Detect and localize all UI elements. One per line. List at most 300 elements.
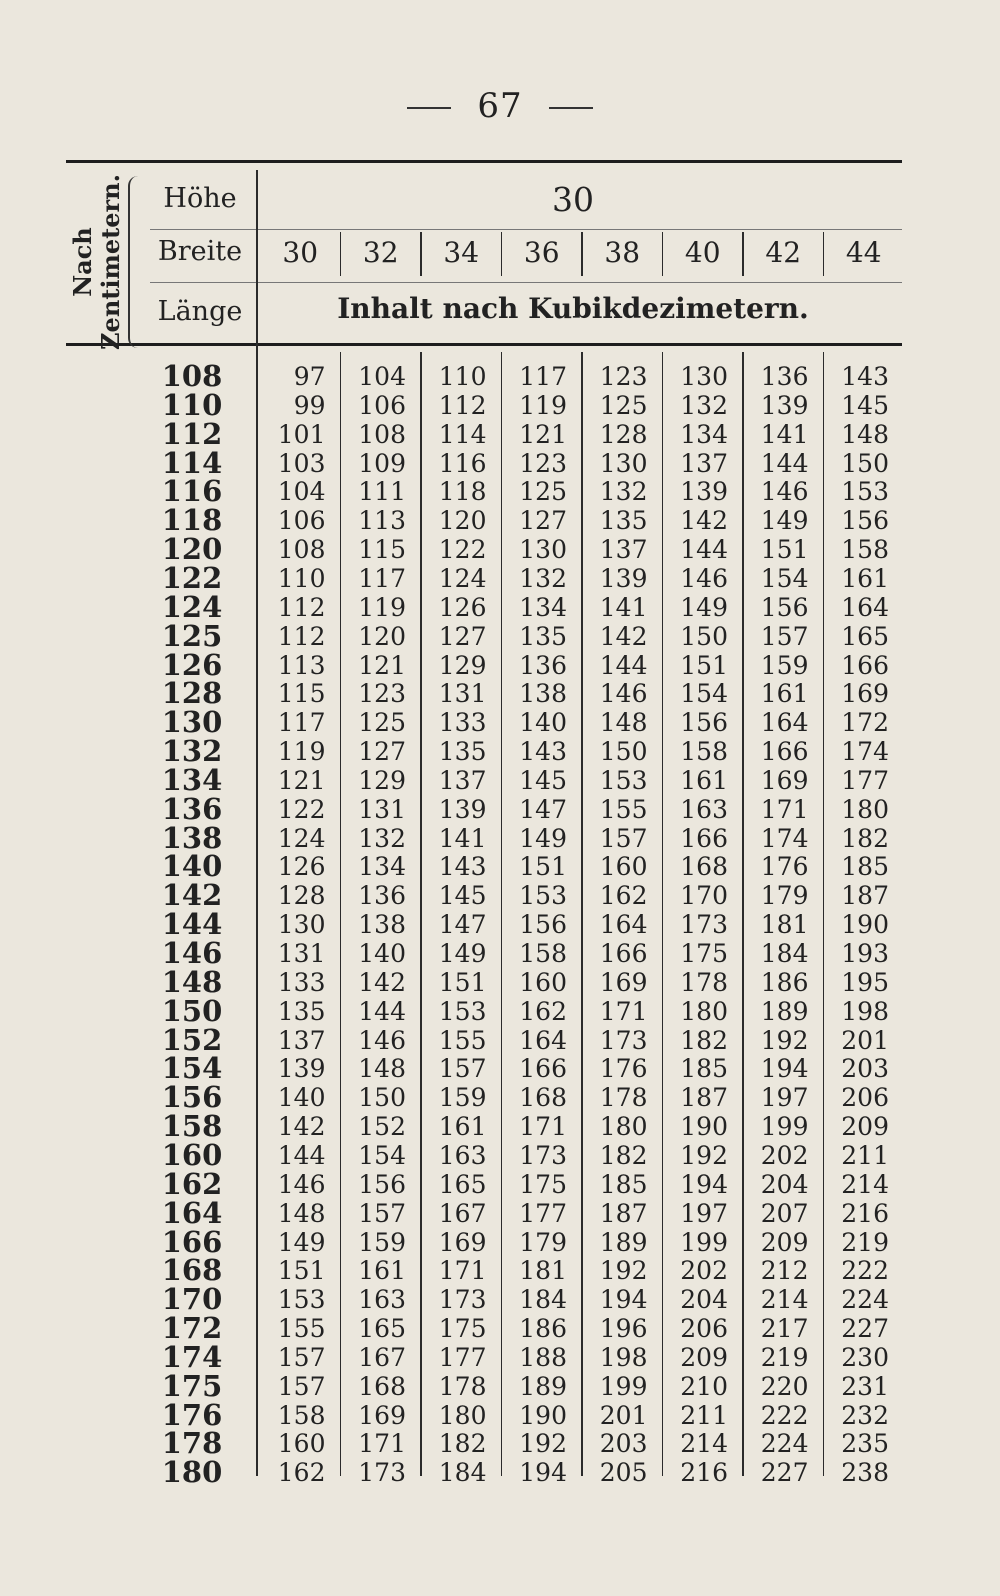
table-cell: 198 bbox=[841, 996, 889, 1026]
table-cell: 170 bbox=[680, 881, 728, 911]
table-cell: 144 bbox=[358, 996, 406, 1026]
table-cell: 143 bbox=[519, 737, 567, 767]
laenge-value: 120 bbox=[161, 532, 223, 567]
laenge-value: 122 bbox=[161, 560, 223, 595]
table-cell: 130 bbox=[680, 362, 728, 391]
table-cell: 166 bbox=[680, 823, 728, 853]
table-cell: 216 bbox=[841, 1198, 889, 1228]
table-cell: 126 bbox=[438, 592, 487, 622]
table-cell: 169 bbox=[438, 1227, 487, 1257]
table-cell: 197 bbox=[680, 1198, 728, 1228]
table-cell: 206 bbox=[841, 1083, 889, 1113]
table-cell: 168 bbox=[519, 1083, 567, 1113]
table-cell: 112 bbox=[277, 621, 326, 651]
table-cell: 162 bbox=[599, 881, 648, 911]
table-cell: 204 bbox=[760, 1169, 809, 1199]
table-cell: 187 bbox=[599, 1198, 648, 1228]
laenge-value: 154 bbox=[161, 1051, 223, 1086]
laenge-value: 175 bbox=[161, 1368, 223, 1403]
laenge-value: 162 bbox=[161, 1166, 223, 1201]
table-cell: 182 bbox=[680, 1025, 728, 1055]
table-cell: 192 bbox=[599, 1256, 648, 1286]
table-cell: 140 bbox=[277, 1083, 326, 1113]
table-cell: 117 bbox=[358, 563, 406, 593]
table-cell: 175 bbox=[519, 1169, 567, 1199]
table-cell: 155 bbox=[599, 794, 648, 824]
table-cell: 151 bbox=[277, 1256, 326, 1286]
table-cell: 153 bbox=[519, 881, 567, 911]
table-cell: 199 bbox=[760, 1112, 809, 1142]
table-cell: 210 bbox=[680, 1371, 728, 1401]
table-cell: 165 bbox=[438, 1169, 487, 1199]
table-cell: 169 bbox=[358, 1400, 406, 1430]
table-cell: 140 bbox=[358, 939, 406, 968]
table-cell: 106 bbox=[277, 506, 326, 536]
table-cell: 142 bbox=[680, 506, 728, 536]
column-divider bbox=[823, 232, 825, 276]
table-cell: 125 bbox=[519, 477, 567, 507]
table-cell: 180 bbox=[599, 1112, 648, 1142]
table-cell: 148 bbox=[599, 708, 648, 738]
table-cell: 160 bbox=[519, 967, 567, 997]
table-cell: 158 bbox=[277, 1400, 326, 1430]
table-cell: 178 bbox=[599, 1083, 648, 1113]
table-cell: 135 bbox=[599, 506, 648, 536]
table-cell: 134 bbox=[680, 419, 728, 449]
table-cell: 123 bbox=[519, 448, 567, 478]
table-cell: 204 bbox=[680, 1285, 728, 1315]
table-cell: 190 bbox=[519, 1400, 567, 1430]
breite-value: 42 bbox=[765, 236, 802, 269]
table-cell: 150 bbox=[599, 737, 648, 767]
table-cell: 179 bbox=[760, 881, 809, 911]
table-cell: 172 bbox=[841, 708, 889, 738]
table-cell: 187 bbox=[841, 881, 889, 911]
table-cell: 168 bbox=[680, 852, 728, 882]
table-cell: 142 bbox=[599, 621, 648, 651]
laenge-value: 118 bbox=[161, 503, 223, 538]
table-cell: 169 bbox=[599, 967, 648, 997]
table-cell: 132 bbox=[599, 477, 648, 507]
table-cell: 135 bbox=[277, 996, 326, 1026]
laenge-value: 174 bbox=[161, 1339, 223, 1374]
table-cell: 139 bbox=[277, 1054, 326, 1084]
table-cell: 156 bbox=[680, 708, 728, 738]
table-cell: 154 bbox=[760, 563, 809, 593]
table-cell: 156 bbox=[760, 592, 809, 622]
table-cell: 173 bbox=[438, 1285, 487, 1315]
table-cell: 129 bbox=[438, 650, 487, 680]
table-cell: 157 bbox=[438, 1054, 487, 1084]
table-cell: 150 bbox=[841, 448, 889, 478]
table-cell: 194 bbox=[760, 1054, 809, 1084]
table-cell: 149 bbox=[680, 592, 728, 622]
table-cell: 141 bbox=[438, 823, 487, 853]
table-cell: 147 bbox=[438, 910, 487, 940]
column-divider bbox=[581, 232, 583, 276]
table-cell: 216 bbox=[680, 1458, 728, 1488]
table-cell: 199 bbox=[680, 1227, 728, 1257]
table-cell: 122 bbox=[277, 794, 326, 824]
table-cell: 103 bbox=[277, 448, 326, 478]
table-cell: 132 bbox=[358, 823, 406, 853]
laenge-value: 176 bbox=[161, 1397, 223, 1432]
table-cell: 205 bbox=[599, 1458, 648, 1488]
table-cell: 147 bbox=[519, 794, 567, 824]
table-cell: 119 bbox=[277, 737, 326, 767]
table-cell: 206 bbox=[680, 1314, 728, 1344]
table-cell: 129 bbox=[358, 765, 406, 795]
table-cell: 178 bbox=[680, 967, 728, 997]
table-cell: 184 bbox=[760, 939, 809, 968]
table-cell: 157 bbox=[358, 1198, 406, 1228]
table-cell: 121 bbox=[519, 419, 567, 449]
table-cell: 125 bbox=[599, 390, 648, 420]
column-divider bbox=[742, 232, 744, 276]
table-cell: 164 bbox=[599, 910, 648, 940]
laenge-value: 124 bbox=[161, 589, 223, 624]
laenge-value: 114 bbox=[161, 445, 223, 480]
table-cell: 161 bbox=[680, 765, 728, 795]
table-cell: 220 bbox=[760, 1371, 809, 1401]
table-cell: 207 bbox=[760, 1198, 809, 1228]
table-cell: 162 bbox=[277, 1458, 326, 1488]
breite-value: 40 bbox=[684, 236, 721, 269]
table-cell: 151 bbox=[680, 650, 728, 680]
table-cell: 130 bbox=[277, 910, 326, 940]
table-cell: 211 bbox=[680, 1400, 728, 1430]
table-cell: 167 bbox=[438, 1198, 487, 1228]
table-cell: 131 bbox=[277, 939, 326, 968]
header-label-divider bbox=[256, 170, 258, 1476]
table-cell: 151 bbox=[438, 967, 487, 997]
table-cell: 227 bbox=[760, 1458, 809, 1488]
table-cell: 189 bbox=[599, 1227, 648, 1257]
breite-value: 32 bbox=[362, 236, 399, 269]
table-cell: 146 bbox=[760, 477, 809, 507]
table-cell: 185 bbox=[841, 852, 889, 882]
table-cell: 130 bbox=[519, 535, 567, 565]
table-cell: 138 bbox=[358, 910, 406, 940]
table-cell: 117 bbox=[277, 708, 326, 738]
table-cell: 171 bbox=[519, 1112, 567, 1142]
table-cell: 180 bbox=[680, 996, 728, 1026]
table-cell: 199 bbox=[599, 1371, 648, 1401]
table-cell: 222 bbox=[841, 1256, 889, 1286]
table-cell: 133 bbox=[438, 708, 487, 738]
side-label-line2: Zentimetern. bbox=[96, 174, 125, 350]
table-cell: 157 bbox=[277, 1371, 326, 1401]
table-cell: 146 bbox=[680, 563, 728, 593]
table-cell: 181 bbox=[760, 910, 809, 940]
table-cell: 154 bbox=[358, 1140, 406, 1170]
laenge-value: 132 bbox=[161, 734, 223, 769]
laenge-value: 152 bbox=[161, 1022, 223, 1057]
table-cell: 154 bbox=[680, 679, 728, 709]
table-cell: 137 bbox=[599, 535, 648, 565]
column-divider bbox=[420, 232, 422, 276]
table-cell: 135 bbox=[519, 621, 567, 651]
table-cell: 161 bbox=[760, 679, 809, 709]
header-row-divider-2 bbox=[150, 282, 902, 283]
table-cell: 203 bbox=[841, 1054, 889, 1084]
table-cell: 164 bbox=[841, 592, 889, 622]
laenge-value: 110 bbox=[161, 387, 223, 422]
table-cell: 158 bbox=[519, 939, 567, 968]
hoehe-value: 30 bbox=[552, 180, 594, 219]
table-cell: 195 bbox=[841, 967, 889, 997]
table-cell: 160 bbox=[277, 1429, 326, 1459]
table-cell: 141 bbox=[599, 592, 648, 622]
table-cell: 108 bbox=[358, 419, 406, 449]
table-cell: 136 bbox=[519, 650, 567, 680]
table-cell: 186 bbox=[519, 1314, 567, 1344]
table-cell: 139 bbox=[599, 563, 648, 593]
table-cell: 148 bbox=[277, 1198, 326, 1228]
table-cell: 104 bbox=[277, 477, 326, 507]
table-cell: 162 bbox=[519, 996, 567, 1026]
breite-value: 36 bbox=[523, 236, 560, 269]
table-cell: 153 bbox=[438, 996, 487, 1026]
table-cell: 119 bbox=[519, 390, 567, 420]
laenge-value: 148 bbox=[161, 964, 223, 999]
table-cell: 166 bbox=[760, 737, 809, 767]
header-bottom-rule bbox=[66, 343, 902, 346]
table-cell: 179 bbox=[519, 1227, 567, 1257]
table-cell: 155 bbox=[277, 1314, 326, 1344]
page-number-dash-left bbox=[407, 107, 451, 109]
column-divider bbox=[662, 232, 664, 276]
laenge-value: 116 bbox=[161, 474, 223, 509]
table-cell: 149 bbox=[519, 823, 567, 853]
table-cell: 177 bbox=[519, 1198, 567, 1228]
table-cell: 157 bbox=[599, 823, 648, 853]
table-cell: 148 bbox=[358, 1054, 406, 1084]
table-cell: 156 bbox=[358, 1169, 406, 1199]
table-cell: 222 bbox=[760, 1400, 809, 1430]
table-cell: 149 bbox=[760, 506, 809, 536]
table-cell: 127 bbox=[438, 621, 487, 651]
table-cell: 173 bbox=[680, 910, 728, 940]
table-cell: 137 bbox=[438, 765, 487, 795]
table-cell: 127 bbox=[519, 506, 567, 536]
table-cell: 161 bbox=[438, 1112, 487, 1142]
table-cell: 145 bbox=[519, 765, 567, 795]
table-cell: 163 bbox=[680, 794, 728, 824]
table-cell: 138 bbox=[519, 679, 567, 709]
breite-value: 30 bbox=[282, 236, 319, 269]
table-cell: 185 bbox=[680, 1054, 728, 1084]
table-cell: 113 bbox=[358, 506, 406, 536]
table-cell: 110 bbox=[277, 563, 326, 593]
table-cell: 122 bbox=[438, 535, 487, 565]
table-cell: 166 bbox=[599, 939, 648, 968]
table-cell: 137 bbox=[277, 1025, 326, 1055]
table-cell: 153 bbox=[277, 1285, 326, 1315]
table-cell: 185 bbox=[599, 1169, 648, 1199]
table-cell: 124 bbox=[438, 563, 487, 593]
table-cell: 144 bbox=[680, 535, 728, 565]
table-cell: 111 bbox=[358, 477, 406, 507]
table-cell: 169 bbox=[760, 765, 809, 795]
table-cell: 192 bbox=[680, 1140, 728, 1170]
breite-value: 38 bbox=[604, 236, 641, 269]
table-cell: 238 bbox=[841, 1458, 889, 1488]
table-cell: 141 bbox=[760, 419, 809, 449]
table-cell: 114 bbox=[438, 419, 487, 449]
table-cell: 165 bbox=[358, 1314, 406, 1344]
table-cell: 121 bbox=[358, 650, 406, 680]
table-cell: 130 bbox=[599, 448, 648, 478]
table-cell: 227 bbox=[841, 1314, 889, 1344]
table-cell: 128 bbox=[599, 419, 648, 449]
inhalt-label: Inhalt nach Kubikdezimetern. bbox=[337, 292, 809, 325]
table-cell: 139 bbox=[760, 390, 809, 420]
table-cell: 151 bbox=[519, 852, 567, 882]
table-cell: 209 bbox=[841, 1112, 889, 1142]
table-cell: 169 bbox=[841, 679, 889, 709]
table-cell: 121 bbox=[277, 765, 326, 795]
table-cell: 190 bbox=[841, 910, 889, 940]
table-cell: 171 bbox=[599, 996, 648, 1026]
table-cell: 158 bbox=[680, 737, 728, 767]
table-cell: 235 bbox=[841, 1429, 889, 1459]
table-cell: 120 bbox=[358, 621, 406, 651]
table-cell: 116 bbox=[438, 448, 487, 478]
table-cell: 173 bbox=[358, 1458, 406, 1488]
table-cell: 144 bbox=[760, 448, 809, 478]
table-cell: 180 bbox=[438, 1400, 487, 1430]
laenge-value: 140 bbox=[161, 849, 223, 884]
table-cell: 167 bbox=[358, 1342, 406, 1372]
table-cell: 160 bbox=[599, 852, 648, 882]
table-cell: 188 bbox=[519, 1342, 567, 1372]
table-cell: 133 bbox=[277, 967, 326, 997]
laenge-value: 134 bbox=[161, 762, 223, 797]
table-cell: 142 bbox=[358, 967, 406, 997]
table-cell: 131 bbox=[358, 794, 406, 824]
laenge-value: 156 bbox=[161, 1080, 223, 1115]
table-cell: 119 bbox=[358, 592, 406, 622]
table-cell: 178 bbox=[438, 1371, 487, 1401]
table-cell: 182 bbox=[438, 1429, 487, 1459]
table-cell: 196 bbox=[599, 1314, 648, 1344]
table-cell: 143 bbox=[438, 852, 487, 882]
table-cell: 182 bbox=[841, 823, 889, 853]
table-cell: 145 bbox=[841, 390, 889, 420]
table-cell: 104 bbox=[358, 362, 406, 391]
laenge-value: 136 bbox=[161, 791, 223, 826]
breite-value: 34 bbox=[443, 236, 480, 269]
table-cell: 212 bbox=[760, 1256, 809, 1286]
table-cell: 187 bbox=[680, 1083, 728, 1113]
table-cell: 166 bbox=[841, 650, 889, 680]
table-cell: 159 bbox=[358, 1227, 406, 1257]
table-cell: 193 bbox=[841, 939, 889, 968]
table-cell: 106 bbox=[358, 390, 406, 420]
table-cell: 194 bbox=[680, 1169, 728, 1199]
table-cell: 137 bbox=[680, 448, 728, 478]
table-cell: 158 bbox=[841, 535, 889, 565]
laenge-value: 170 bbox=[161, 1282, 223, 1317]
table-cell: 173 bbox=[599, 1025, 648, 1055]
table-cell: 110 bbox=[438, 362, 487, 391]
table-cell: 214 bbox=[680, 1429, 728, 1459]
table-cell: 232 bbox=[841, 1400, 889, 1430]
table-cell: 156 bbox=[519, 910, 567, 940]
table-cell: 150 bbox=[358, 1083, 406, 1113]
table-cell: 214 bbox=[760, 1285, 809, 1315]
table-cell: 153 bbox=[599, 765, 648, 795]
table-cell: 108 bbox=[277, 535, 326, 565]
table-cell: 132 bbox=[519, 563, 567, 593]
table-cell: 132 bbox=[680, 390, 728, 420]
table-cell: 139 bbox=[680, 477, 728, 507]
table-cell: 163 bbox=[438, 1140, 487, 1170]
laenge-value: 166 bbox=[161, 1224, 223, 1259]
table-cell: 181 bbox=[519, 1256, 567, 1286]
laenge-value: 128 bbox=[161, 676, 223, 711]
table-cell: 165 bbox=[841, 621, 889, 651]
laenge-value: 125 bbox=[161, 618, 223, 653]
table-cell: 198 bbox=[599, 1342, 648, 1372]
table-cell: 159 bbox=[760, 650, 809, 680]
table-cell: 171 bbox=[358, 1429, 406, 1459]
laenge-value: 150 bbox=[161, 993, 223, 1028]
table-cell: 194 bbox=[599, 1285, 648, 1315]
table-cell: 123 bbox=[599, 362, 648, 391]
laenge-value: 180 bbox=[161, 1455, 223, 1490]
table-cell: 209 bbox=[760, 1227, 809, 1257]
breite-value: 44 bbox=[845, 236, 882, 269]
table-cell: 139 bbox=[438, 794, 487, 824]
table-cell: 202 bbox=[680, 1256, 728, 1286]
table-cell: 143 bbox=[841, 362, 889, 391]
table-cell: 161 bbox=[841, 563, 889, 593]
table-cell: 117 bbox=[519, 362, 567, 391]
table-cell: 99 bbox=[293, 390, 326, 420]
laenge-value: 146 bbox=[161, 936, 223, 970]
table-cell: 136 bbox=[760, 362, 809, 391]
table-cell: 118 bbox=[438, 477, 487, 507]
table-cell: 214 bbox=[841, 1169, 889, 1199]
table-cell: 189 bbox=[760, 996, 809, 1026]
top-rule bbox=[66, 160, 902, 163]
table-cell: 144 bbox=[599, 650, 648, 680]
table-cell: 171 bbox=[760, 794, 809, 824]
table-cell: 190 bbox=[680, 1112, 728, 1142]
table-cell: 112 bbox=[277, 592, 326, 622]
table-cell: 146 bbox=[277, 1169, 326, 1199]
table-cell: 115 bbox=[358, 535, 406, 565]
table-cell: 192 bbox=[519, 1429, 567, 1459]
table-cell: 101 bbox=[277, 419, 326, 449]
table-cell: 124 bbox=[277, 823, 326, 853]
table-cell: 189 bbox=[519, 1371, 567, 1401]
table-cell: 219 bbox=[760, 1342, 809, 1372]
table-cell: 109 bbox=[358, 448, 406, 478]
table-cell: 120 bbox=[438, 506, 487, 536]
table-cell: 163 bbox=[358, 1285, 406, 1315]
table-cell: 97 bbox=[293, 362, 326, 391]
table-cell: 115 bbox=[277, 679, 326, 709]
breite-label: Breite bbox=[157, 236, 243, 267]
page-number-dash-right bbox=[549, 107, 593, 109]
table-cell: 224 bbox=[841, 1285, 889, 1315]
table-cell: 123 bbox=[358, 679, 406, 709]
laenge-value: 168 bbox=[161, 1253, 223, 1288]
table-cell: 202 bbox=[760, 1140, 809, 1170]
